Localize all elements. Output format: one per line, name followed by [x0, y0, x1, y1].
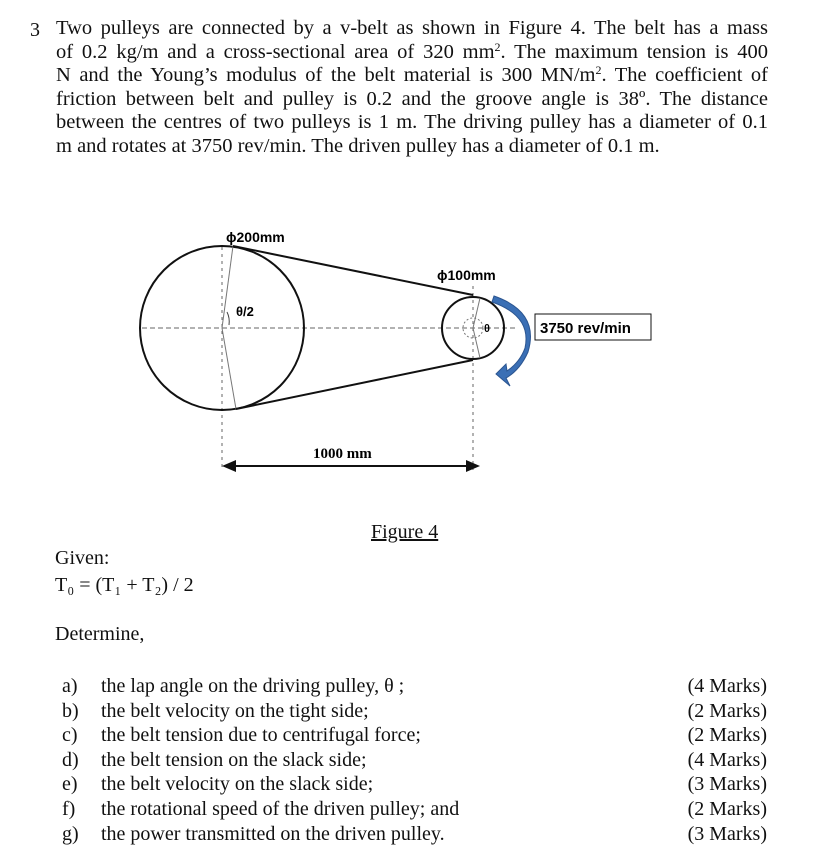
part-letter: c) — [62, 724, 78, 747]
parts-list — [62, 674, 767, 846]
given-formula: T₀ = (T₁ + T₂) / 2 — [55, 574, 194, 596]
part-text: the power transmitted on the driven pulley. — [101, 822, 445, 845]
question-line-2-end: . The maximum tension is 400 — [500, 40, 768, 63]
question-line-4: friction between belt and pulley is 0.2 and the groove angle is 38º. The distance — [56, 87, 768, 110]
small-radius-line-bottom — [473, 328, 480, 358]
list-item — [62, 723, 767, 748]
part-marks: (4 Marks) — [687, 675, 767, 697]
part-letter: g) — [62, 822, 79, 845]
question-line-5: between the centres of two pulleys is 1 m. The driving pulley has a diameter of 0.1 — [56, 111, 768, 133]
list-item — [62, 748, 767, 773]
pulley-diagram — [0, 200, 831, 500]
part-text: the lap angle on the driving pulley, θ ; — [101, 675, 405, 697]
radius-line-bottom — [222, 328, 236, 409]
given-section — [55, 545, 194, 599]
question-line-3-end: . The coefficient of — [601, 64, 768, 86]
part-letter: e) — [62, 773, 78, 796]
question-line-1: Two pulleys are connected by a v-belt as shown in Figure 4. The belt has a mass — [56, 17, 768, 39]
determine-heading: Determine, — [55, 623, 145, 645]
superscript: 2 — [494, 39, 501, 54]
part-letter: f) — [62, 797, 76, 820]
dimension-arrow-left-icon — [222, 460, 236, 472]
question-line-2-start: of 0.2 kg/m and a cross-sectional area of 320 mm — [56, 40, 495, 63]
speed-label: 3750 rev/min — [540, 320, 631, 337]
part-letter: a) — [62, 675, 78, 697]
question-line-3-start: N and the Young’s modulus of the belt material is 300 MN/m — [56, 64, 596, 86]
part-text: the belt tension on the slack side; — [101, 748, 367, 771]
small-radius-line-top — [473, 298, 480, 328]
list-item — [62, 674, 767, 699]
belt-bottom — [236, 360, 473, 409]
part-text: the belt tension due to centrifugal force; — [101, 724, 421, 747]
list-item — [62, 772, 767, 797]
question-line-6: m and rotates at 3750 rev/min. The driven pulley has a diameter of 0.1 m. — [56, 134, 660, 157]
question-line-3 — [56, 64, 768, 88]
part-marks: (2 Marks) — [687, 699, 767, 722]
superscript: 2 — [595, 63, 602, 77]
half-angle-arc — [227, 312, 229, 325]
given-heading: Given: — [55, 547, 110, 569]
part-text: the rotational speed of the driven pulley; and — [101, 797, 460, 820]
part-text: the belt velocity on the slack side; — [101, 773, 374, 796]
part-marks: (2 Marks) — [687, 724, 767, 747]
part-marks: (2 Marks) — [687, 797, 767, 820]
part-marks: (3 Marks) — [687, 773, 767, 796]
angle-label: θ — [484, 323, 490, 335]
part-marks: (4 Marks) — [687, 748, 767, 771]
radius-line-top — [222, 246, 233, 328]
question-text — [56, 17, 768, 158]
part-letter: b) — [62, 699, 79, 722]
small-diameter-label: ϕ100mm — [437, 267, 496, 283]
figure-caption: Figure 4 — [371, 521, 439, 543]
half-angle-label: θ/2 — [236, 304, 254, 319]
part-text: the belt velocity on the tight side; — [101, 699, 369, 722]
part-marks: (3 Marks) — [687, 822, 767, 845]
part-letter: d) — [62, 748, 79, 771]
question-number: 3 — [30, 19, 40, 41]
list-item — [62, 797, 767, 822]
list-item — [62, 699, 767, 724]
list-item — [62, 822, 767, 847]
question-line-2 — [56, 41, 768, 65]
distance-label: 1000 mm — [313, 446, 372, 462]
large-diameter-label: ϕ200mm — [226, 229, 285, 245]
